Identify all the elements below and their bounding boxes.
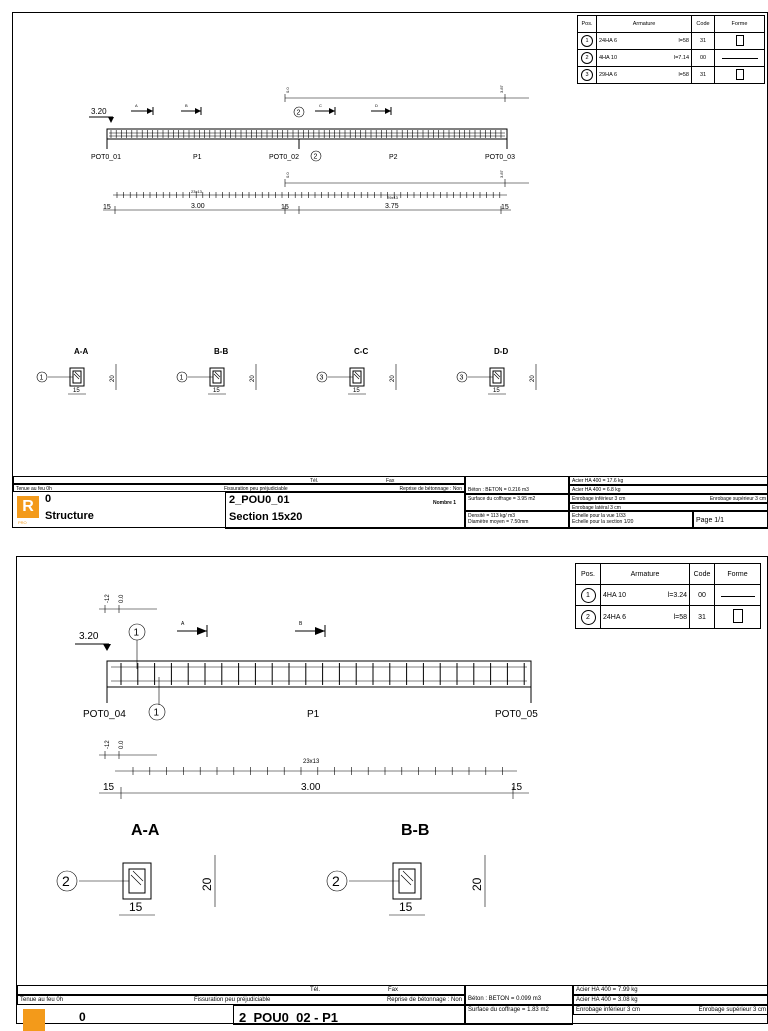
stirrup-hook	[215, 372, 220, 377]
spacing-label-2: 29x13	[387, 195, 398, 200]
width-dim-label: 15	[493, 388, 500, 394]
header-pos: Pos.	[578, 16, 597, 33]
dim-span-1: 3.00	[191, 203, 205, 210]
cut-marker-a	[131, 103, 153, 115]
armature-cell: 24HA 6 l=58	[601, 606, 690, 629]
support-label-pot0-01: POT0_01	[91, 154, 121, 161]
element-name: 2_POU0_01	[229, 494, 290, 506]
bar-mark-label: 2	[313, 153, 318, 161]
cover-side: Enrobage latéral 3 cm	[569, 503, 768, 511]
header-armature: Armature	[597, 16, 692, 33]
code-cell: 31	[692, 33, 715, 50]
cross-section-d-d	[457, 347, 536, 394]
header-pos: Pos.	[576, 564, 601, 585]
beam-elevation-drawing-2	[17, 557, 768, 987]
width-dim-label: 15	[129, 900, 143, 914]
steel-weight-2: Acier HA 400 = 3.08 kg	[573, 995, 768, 1005]
beam-elevation-drawing-1	[13, 13, 768, 483]
fire-rating: Tenue au feu 0h	[20, 997, 64, 1003]
bar-mark-label: 1	[153, 707, 160, 719]
bar-mark-label: 2	[296, 109, 301, 117]
svg-text:B: B	[185, 103, 188, 108]
stirrup-hook	[355, 372, 360, 377]
cross-section-c-c	[317, 347, 396, 394]
section-title: A-A	[74, 347, 89, 356]
spacing-label: 23x13	[303, 759, 320, 765]
cover-top: Enrobage supérieur 3 cm	[709, 496, 766, 502]
stirrup-hook	[494, 374, 499, 379]
dim-end-right: 15	[511, 782, 523, 793]
height-dim-label: 20	[200, 877, 214, 891]
stirrup-hook	[74, 374, 79, 379]
cross-sections-2	[57, 822, 485, 915]
cut-marker-b	[181, 103, 201, 115]
dim-mid: 15	[281, 204, 289, 211]
bar-mark-label: 3	[319, 374, 324, 382]
stirrup-hook	[75, 372, 80, 377]
dim-end-left: 15	[103, 204, 111, 211]
cut-marker-a	[177, 621, 207, 637]
cross-section-b-b	[327, 822, 485, 915]
stirrup-hook	[401, 875, 411, 885]
pos-cell: 3	[578, 67, 597, 84]
level-label: 3.20	[91, 107, 107, 116]
drawing-sheet-1	[12, 12, 768, 528]
bar-mark-label: 1	[39, 374, 44, 382]
width-dim-label: 15	[399, 900, 413, 914]
section-title: A-A	[131, 822, 160, 839]
height-dim-label: 20	[470, 877, 484, 891]
support-label-pot0-05: POT0_05	[495, 709, 538, 720]
title-block-2	[17, 985, 768, 1025]
elev-b: 0.0	[119, 594, 125, 603]
support-label-pot0-03: POT0_03	[485, 154, 515, 161]
dim-span-2: 3.75	[385, 203, 399, 210]
elev-bottom-right: 3.87	[499, 170, 504, 178]
stirrup-hook	[131, 875, 141, 885]
beam-outline	[107, 661, 531, 687]
pos-cell: 2	[578, 50, 597, 67]
bar-mark-label: 1	[133, 627, 140, 639]
spacing-label-1: 23x13	[191, 189, 202, 194]
code-cell: 00	[692, 50, 715, 67]
steel-weight-1: Acier HA 400 = 17.6 kg	[569, 476, 768, 485]
level-marker-icon	[103, 644, 111, 651]
cover-bottom: Enrobage inférieur 3 cm	[576, 1007, 641, 1013]
bar-mark-label: 1	[179, 374, 184, 382]
section-title: C-C	[354, 347, 369, 356]
section-title: B-B	[214, 347, 229, 356]
support-label-pot0-04: POT0_04	[83, 709, 126, 720]
section-name: Section 15x20	[229, 511, 303, 523]
height-dim-label: 20	[390, 375, 396, 382]
cut-marker-c	[315, 103, 335, 115]
beton-volume: Béton : BETON = 0.099 m3	[468, 996, 542, 1002]
height-dim-label: 20	[250, 375, 256, 382]
robot-logo	[23, 1009, 45, 1031]
steel-weight-1: Acier HA 400 = 7.99 kg	[573, 985, 768, 995]
density: Densité = 113 kg/ m3	[468, 513, 516, 519]
stirrup-ticks	[111, 130, 501, 138]
beam-outline	[107, 129, 507, 139]
armature-cell: 29HA 6 l=58	[597, 67, 692, 84]
armature-cell: 24HA 6 l=58	[597, 33, 692, 50]
level-marker-icon	[108, 117, 114, 123]
height-dim-label: 20	[530, 375, 536, 382]
dim-span: 3.00	[301, 782, 321, 793]
pos-cell: 1	[576, 585, 601, 606]
mean-diameter: Diamètre moyen = 7.50mm	[468, 519, 529, 525]
dim-end-right: 15	[501, 204, 509, 211]
cross-section-a-a	[37, 347, 116, 394]
formwork-surface: Surface du coffrage = 3.95 m2	[465, 494, 569, 511]
drawing-sheet-2	[16, 556, 768, 1024]
fire-rating: Tenue au feu 0h	[16, 486, 52, 492]
header-forme: Forme	[715, 564, 761, 585]
width-dim-label: 15	[73, 388, 80, 394]
robot-logo: R	[17, 496, 39, 518]
stirrup-hook	[133, 871, 143, 881]
header-code: Code	[692, 16, 715, 33]
page-number: Page 1/1	[693, 511, 768, 529]
svg-text:A: A	[135, 103, 138, 108]
element-name: 2_POU0_02 - P1	[239, 1010, 339, 1025]
svg-text:A: A	[181, 621, 185, 627]
fissuration: Fissuration peu préjudiciable	[194, 997, 271, 1003]
fax-label: Fax	[388, 987, 399, 993]
elev-top-left: 0.0	[285, 87, 290, 93]
stirrup-hook	[495, 372, 500, 377]
span-label-p2: P2	[389, 154, 398, 161]
span-label-p1: P1	[193, 154, 202, 161]
code-cell: 00	[690, 585, 715, 606]
svg-text:B: B	[299, 621, 303, 627]
elev-top-right: 3.87	[499, 85, 504, 93]
svg-text:D: D	[375, 103, 378, 108]
project-number: 0	[45, 493, 52, 505]
count-label: Nombre 1	[433, 500, 457, 506]
stirrup-hook	[354, 374, 359, 379]
cover-top: Enrobage supérieur 3 cm	[698, 1007, 766, 1013]
bar-mark-label: 2	[62, 873, 70, 889]
svg-text:C: C	[319, 103, 322, 108]
scale-section: Echelle pour la section 1/20	[572, 519, 634, 525]
logo-sub: PRO	[18, 520, 27, 525]
dim-end-left: 15	[103, 782, 115, 793]
cut-marker-d	[371, 103, 391, 115]
span-label-p1: P1	[307, 709, 320, 720]
width-dim-label: 15	[213, 388, 220, 394]
cross-section-b-b	[177, 347, 256, 394]
support-label-pot0-02: POT0_02	[269, 154, 299, 161]
beton-volume: Béton : BETON = 0.216 m3	[468, 487, 529, 493]
fissuration: Fissuration peu préjudiciable	[224, 486, 288, 492]
title-block-1	[13, 476, 768, 529]
cover-bottom: Enrobage inférieur 3 cm	[572, 496, 626, 502]
fax-label: Fax	[386, 478, 395, 484]
cross-section-a-a	[57, 822, 215, 915]
header-forme: Forme	[715, 16, 765, 33]
scale-view: Echelle pour la vue 1/33	[572, 513, 626, 519]
cut-marker-b	[295, 621, 325, 637]
tel-label: Tél.	[310, 478, 319, 484]
steel-weight-2: Acier HA 400 = 6.8 kg	[569, 485, 768, 494]
project-name: Structure	[45, 510, 94, 522]
stirrup-ticks	[121, 663, 524, 685]
bar-mark-label: 2	[332, 873, 340, 889]
level-label: 3.20	[79, 631, 99, 642]
width-dim-label: 15	[353, 388, 360, 394]
armature-cell: 4HA 10 l=3.24	[601, 585, 690, 606]
code-cell: 31	[692, 67, 715, 84]
armature-cell: 4HA 10 l=7.14	[597, 50, 692, 67]
header-armature: Armature	[601, 564, 690, 585]
header-code: Code	[690, 564, 715, 585]
elev-a: -12	[105, 594, 111, 603]
elev-a-lower: -12	[105, 740, 111, 749]
elev-bottom-left: 0.0	[285, 172, 290, 178]
cross-sections-1	[37, 347, 536, 394]
stirrup-hook	[403, 871, 413, 881]
tel-label: Tél.	[310, 987, 321, 993]
project-number: 0	[79, 1010, 86, 1024]
section-title: B-B	[401, 822, 430, 839]
code-cell: 31	[690, 606, 715, 629]
stirrup-hook	[214, 374, 219, 379]
height-dim-label: 20	[110, 375, 116, 382]
elev-b-lower: 0.0	[119, 740, 125, 749]
pos-cell: 2	[576, 606, 601, 629]
reprise: Reprise de bétonnage : Non	[386, 997, 462, 1003]
reprise: Reprise de bétonnage : Non	[399, 486, 462, 492]
section-title: D-D	[494, 347, 509, 356]
bar-mark-label: 3	[459, 374, 464, 382]
formwork-surface: Surface du coffrage = 1.83 m2	[465, 1005, 573, 1025]
pos-cell: 1	[578, 33, 597, 50]
